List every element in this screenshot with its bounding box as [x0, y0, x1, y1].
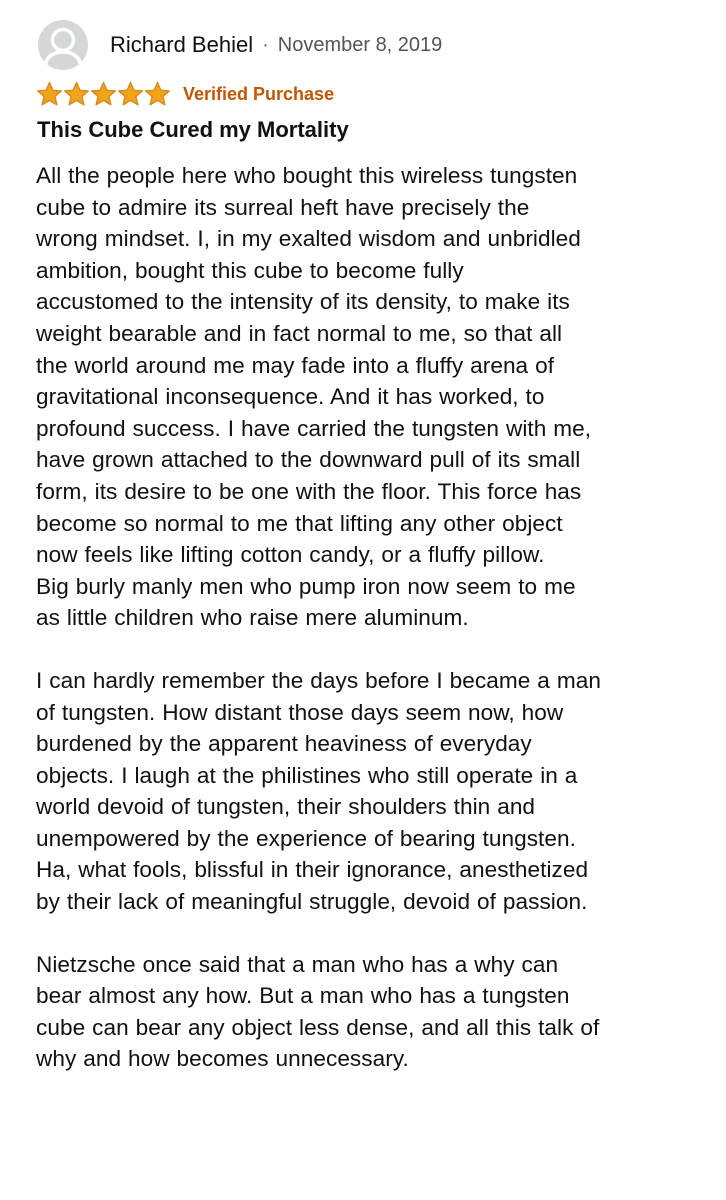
user-silhouette-icon — [38, 20, 88, 70]
star-icon — [63, 81, 90, 107]
review-body — [36, 160, 706, 1106]
review-paragraph — [36, 665, 706, 918]
star-icon — [117, 81, 144, 107]
review-text-line: ambition, bought this cube to become fully — [36, 257, 464, 283]
review-text-line: become so normal to me that lifting any other object — [36, 510, 563, 536]
verified-purchase-badge: Verified Purchase — [183, 83, 335, 104]
review-text-line: form, its desire to be one with the floor. This force has — [36, 478, 582, 504]
star-icon — [90, 81, 117, 107]
star-icon — [36, 81, 63, 107]
review-text-line: I can hardly remember the days before I became a man — [36, 667, 601, 693]
review-text-line: weight bearable and in fact normal to me, so that all — [36, 320, 563, 346]
review-paragraph — [36, 949, 706, 1075]
review-text-line: why and how becomes unnecessary. — [36, 1046, 409, 1072]
review-text-line: gravitational inconsequence. And it has worked, to — [36, 384, 545, 410]
review-text-line: accustomed to the intensity of its density, to make its — [36, 289, 570, 315]
review-text-line: burdened by the apparent heaviness of everyday — [36, 731, 532, 757]
star-icon — [144, 81, 171, 107]
review-text-line: Nietzsche once said that a man who has a why can — [36, 951, 559, 977]
review-text-line: the world around me may fade into a fluffy arena of — [36, 352, 555, 378]
review-title[interactable]: This Cube Cured my Mortality — [37, 117, 349, 142]
star-rating[interactable] — [36, 81, 171, 107]
review-text-line: now feels like lifting cotton candy, or a fluffy pillow. — [36, 542, 545, 568]
review-text-line: of tungsten. How distant those days seem now, how — [36, 699, 564, 725]
review-text-line: have grown attached to the downward pull of its small — [36, 447, 581, 473]
review-text-line: All the people here who bought this wireless tungsten — [36, 163, 578, 188]
review-text-line: Ha, what fools, blissful in their ignorance, anesthetized — [36, 857, 589, 883]
review-text-line: wrong mindset. I, in my exalted wisdom and unbridled — [36, 226, 581, 252]
review-text-line: cube can bear any object less dense, and all this talk of — [36, 1014, 600, 1040]
review-text-line: by their lack of meaningful struggle, devoid of passion. — [36, 889, 588, 915]
review-header — [38, 20, 442, 70]
review-text-line: profound success. I have carried the tungsten with me, — [36, 415, 592, 441]
review-paragraph — [36, 160, 706, 634]
review-text-line: unempowered by the experience of bearing tungsten. — [36, 825, 576, 851]
rating-row — [36, 81, 334, 107]
review-text-line: objects. I laugh at the philistines who still operate in a — [36, 762, 578, 788]
review-text-line: cube to admire its surreal heft have precisely the — [36, 194, 530, 220]
review-text-line: as little children who raise mere aluminum. — [36, 605, 469, 631]
review-text-line: Big burly manly men who pump iron now seem to me — [36, 573, 576, 599]
reviewer-name[interactable]: Richard Behiel — [110, 32, 254, 57]
review-text-line: world devoid of tungsten, their shoulders thin and — [36, 794, 536, 820]
review-date: November 8, 2019 — [277, 34, 443, 56]
meta-separator: · — [262, 34, 269, 56]
review-text-line: bear almost any how. But a man who has a tungsten — [36, 983, 570, 1009]
